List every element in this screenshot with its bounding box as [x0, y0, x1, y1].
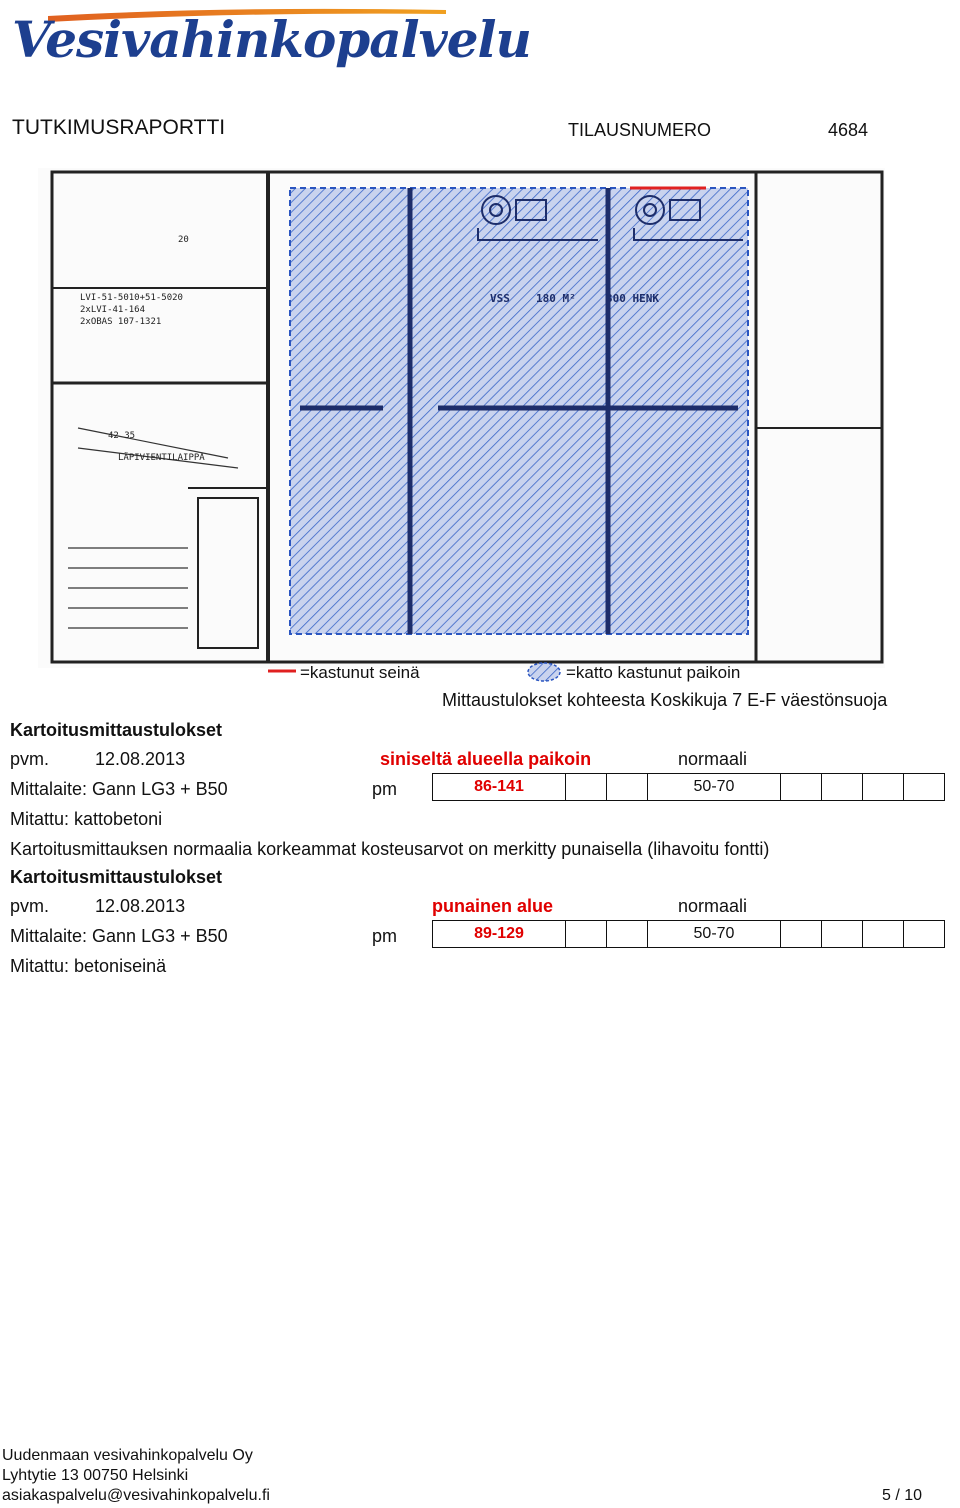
empty-cell	[566, 774, 607, 801]
area-label-2: punainen alue	[432, 896, 554, 916]
plan-stair-label: LÄPIVIENTILAIPPA	[118, 453, 205, 463]
empty-cell	[781, 921, 822, 948]
plan-note-b: 2xLVI-41-164	[80, 305, 146, 315]
legend-ceiling-label: =katto kastunut paikoin	[566, 663, 741, 682]
unit-2: pm	[372, 926, 398, 946]
footer-company: Uudenmaan vesivahinkopalvelu Oy	[2, 1447, 253, 1464]
normal-value-1: 50-70	[648, 774, 781, 801]
plan-area-label: VSS	[490, 292, 510, 305]
date-label-1: pvm.	[10, 749, 50, 769]
empty-cell	[904, 774, 945, 801]
measured-value-2: 89-129	[433, 921, 566, 948]
page-number: 5 / 10	[882, 1487, 923, 1504]
empty-cell	[904, 921, 945, 948]
floor-plan	[38, 168, 885, 682]
empty-cell	[863, 774, 904, 801]
results-table-1	[432, 773, 945, 801]
order-number-label: TILAUSNUMERO	[568, 120, 712, 140]
unit-1: pm	[372, 779, 398, 799]
report-title: TUTKIMUSRAPORTTI	[12, 116, 226, 139]
empty-cell	[822, 774, 863, 801]
normal-value-2: 50-70	[648, 921, 781, 948]
normal-label-1: normaali	[678, 749, 748, 769]
empty-cell	[607, 774, 648, 801]
plan-area-size: 180 M²	[536, 292, 576, 305]
order-number: 4684	[828, 120, 869, 140]
legend-wall-label: =kastunut seinä	[300, 663, 420, 682]
results-title-1: Kartoitusmittaustulokset	[10, 720, 223, 740]
measured-on-2: Mitattu: betoniseinä	[10, 956, 167, 976]
plan-note-a: LVI-51-5010+51-5020	[80, 293, 183, 303]
empty-cell	[566, 921, 607, 948]
results-title-2: Kartoitusmittaustulokset	[10, 867, 223, 887]
device-1: Mittalaite: Gann LG3 + B50	[10, 779, 228, 799]
empty-cell	[607, 921, 648, 948]
device-2: Mittalaite: Gann LG3 + B50	[10, 926, 228, 946]
date-label-2: pvm.	[10, 896, 50, 916]
plan-dim-b: 20	[178, 235, 189, 245]
plan-dim-a: 42 35	[108, 431, 136, 441]
empty-cell	[781, 774, 822, 801]
plan-capacity: 300 HENK	[606, 292, 659, 305]
red-marking-note: Kartoitusmittauksen normaalia korkeammat kosteusarvot on merkitty punaisella (lihavoitu fontti)	[10, 839, 770, 859]
results-table-2	[432, 920, 945, 948]
legend-ceiling-swatch	[528, 663, 560, 681]
plan-caption: Mittaustulokset kohteesta Koskikuja 7 E-F väestönsuoja	[442, 690, 888, 710]
logo-text: Vesivahinkopalvelu	[12, 10, 531, 69]
empty-cell	[822, 921, 863, 948]
date-1: 12.08.2013	[95, 749, 186, 769]
date-2: 12.08.2013	[95, 896, 186, 916]
footer-email[interactable]: asiakaspalvelu@vesivahinkopalvelu.fi	[2, 1487, 270, 1504]
area-label-1: siniseltä alueella paikoin	[380, 749, 592, 769]
footer-address: Lyhtytie 13 00750 Helsinki	[2, 1467, 189, 1484]
measured-value-1: 86-141	[433, 774, 566, 801]
empty-cell	[863, 921, 904, 948]
normal-label-2: normaali	[678, 896, 748, 916]
measured-on-1: Mitattu: kattobetoni	[10, 809, 163, 829]
plan-note-c: 2xOBAS 107-1321	[80, 317, 162, 327]
